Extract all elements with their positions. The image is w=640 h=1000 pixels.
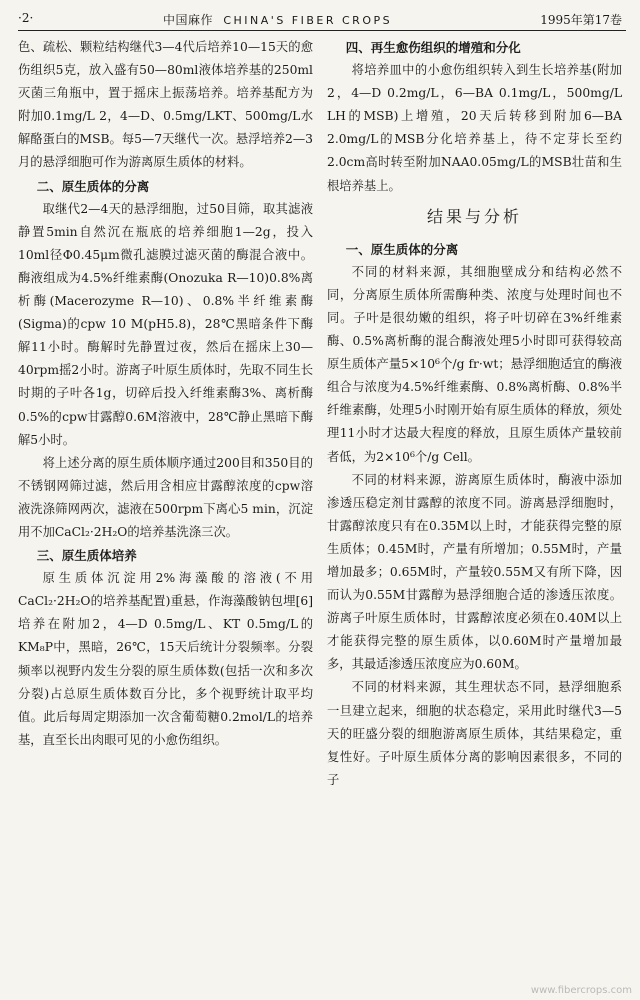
page-number: ·2· [18, 11, 34, 25]
paragraph: 色、疏松、颗粒结构继代3—4代后培养10—15天的愈伤组织5克，放入盛有50—80ml液体培养基的250ml灭菌三角瓶中，置于摇床上振荡培养。培养基配方为附加0.1mg/L 2，4—D、0.5mg/LKT、500mg/L水解酪蛋白的MSB。每5—7天继代一次。悬浮培养2—3月的悬浮细胞可作为游离原生质体的材料。 [18, 40, 313, 170]
paragraph: 将培养皿中的小愈伤组织转入到生长培养基(附加2，4—D 0.2mg/L，6—BA 0.1mg/L，500mg/L LH的MSB)上增殖，20天后转移到附加6—BA 2.0mg/L的MSB分化培养基上，待不定芽长至约2.0cm高时转至附加NAA0.05mg/L的MSB壮苗和生根培养基上。 [327, 63, 622, 193]
running-header [18, 8, 626, 31]
paragraph: 不同的材料来源，其细胞壁成分和结构必然不同，分离原生质体所需酶种类、浓度与处理时间也不同。子叶是很幼嫩的组织，将子叶切碎在3%纤维素酶、0.5%离析酶的混合酶液处理5小时即可获得较高原生质体产量5×10⁶个/g fr·wt；悬浮细胞适宜的酶液组合与浓度为4.5%纤维素酶、0.8%离析酶、0.8%半纤维素酶，处理5小时刚开始有原生质体的释放，须处理11小时才达最大程度的释放，且原生质体产量较前者低，为2×10⁶个/g Cell。 [327, 264, 622, 464]
section-heading-results-isolation: 一、原生质体的分离 [345, 241, 459, 257]
results-title: 结果与分析 [426, 206, 522, 226]
issue-label: 1995年第17卷 [540, 13, 622, 27]
paragraph: 不同的材料来源，游离原生质体时，酶液中添加渗透压稳定剂甘露醇的浓度不同。游离悬浮细胞时，甘露醇浓度只有在0.35M以上时，才能获得完整的原生质体；0.45M时，产量有所增加；0.55M时，产量增加最多；0.65M时，产量较0.55M又有所下降，因而认为0.55M甘露醇为悬浮细胞合适的渗透压浓度。游离子叶原生质体时，甘露醇浓度必须在0.40M以上才能获得完整的原生质体，以0.60M时产量增加最多，其最适渗透压浓度应为0.60M。 [327, 472, 622, 672]
section-heading-protoplast-isolation: 二、原生质体的分离 [36, 178, 150, 194]
paragraph: 原生质体沉淀用2%海藻酸的溶液(不用CaCl₂·2H₂O的培养基配置)重悬，作海藻酸钠包埋[6]培养在附加2，4—D 0.5mg/L、KT 0.5mg/L的KM₈P中，黑暗，26℃，15天后统计分裂频率。分裂频率以视野内发生分裂的原生质体数(包括一次和多次分裂)占总原生质体数百分比，多个视野统计取平均值。此后每周定期添加一次含葡萄糖0.2mol/L的培养基，直至长出肉眼可见的小愈伤组织。 [18, 571, 313, 747]
paragraph: 取继代2—4天的悬浮细胞，过50目筛，取其滤液静置5min自然沉在瓶底的培养细胞1—2g，投入10ml径Φ0.45μm微孔滤膜过滤灭菌的酶混合液中。酶液组成为4.5%纤维素酶(Onozuka R—10)0.8%离析酶(Macerozyme R—10)、0.8%半纤维素酶(Sigma)的cpw 10 M(pH5.8)，28℃黑暗条件下酶解11小时。酶解时先静置过夜，然后在摇床上30—40rpm摇2小时。游离子叶原生质体时，先取不同生长时期的子叶各1g，切碎后投入纤维素酶3%、离析酶0.5%的cpw甘露醇0.6M溶液中，28℃静止黑暗下酶解5小时。 [18, 201, 313, 447]
section-heading-protoplast-culture: 三、原生质体培养 [36, 548, 137, 564]
paragraph: 将上述分离的原生质体顺序通过200目和350目的不锈钢网筛过滤，然后用含相应甘露醇浓度的cpw溶液洗涤筛网两次，滤液在500rpm下离心5 min，沉淀用不加CaCl₂·2H₂O的培养基洗涤三次。 [18, 455, 313, 539]
watermark: www.fibercrops.com [530, 985, 632, 996]
journal-title-en: CHINA'S FIBER CROPS [223, 14, 393, 27]
journal-title [163, 11, 392, 28]
left-column [18, 36, 313, 752]
section-heading-callus-proliferation: 四、再生愈伤组织的增殖和分化 [345, 40, 521, 55]
journal-title-cn: 中国麻作 [163, 13, 214, 27]
right-column [327, 36, 622, 792]
paragraph: 不同的材料来源，其生理状态不同，悬浮细胞系一旦建立起来，细胞的状态稳定，采用此时继代3—5天的旺盛分裂的细胞游离原生质体，其结果稳定，重复性好。子叶原生质体分离的影响因素很多，不同的子 [327, 680, 622, 787]
